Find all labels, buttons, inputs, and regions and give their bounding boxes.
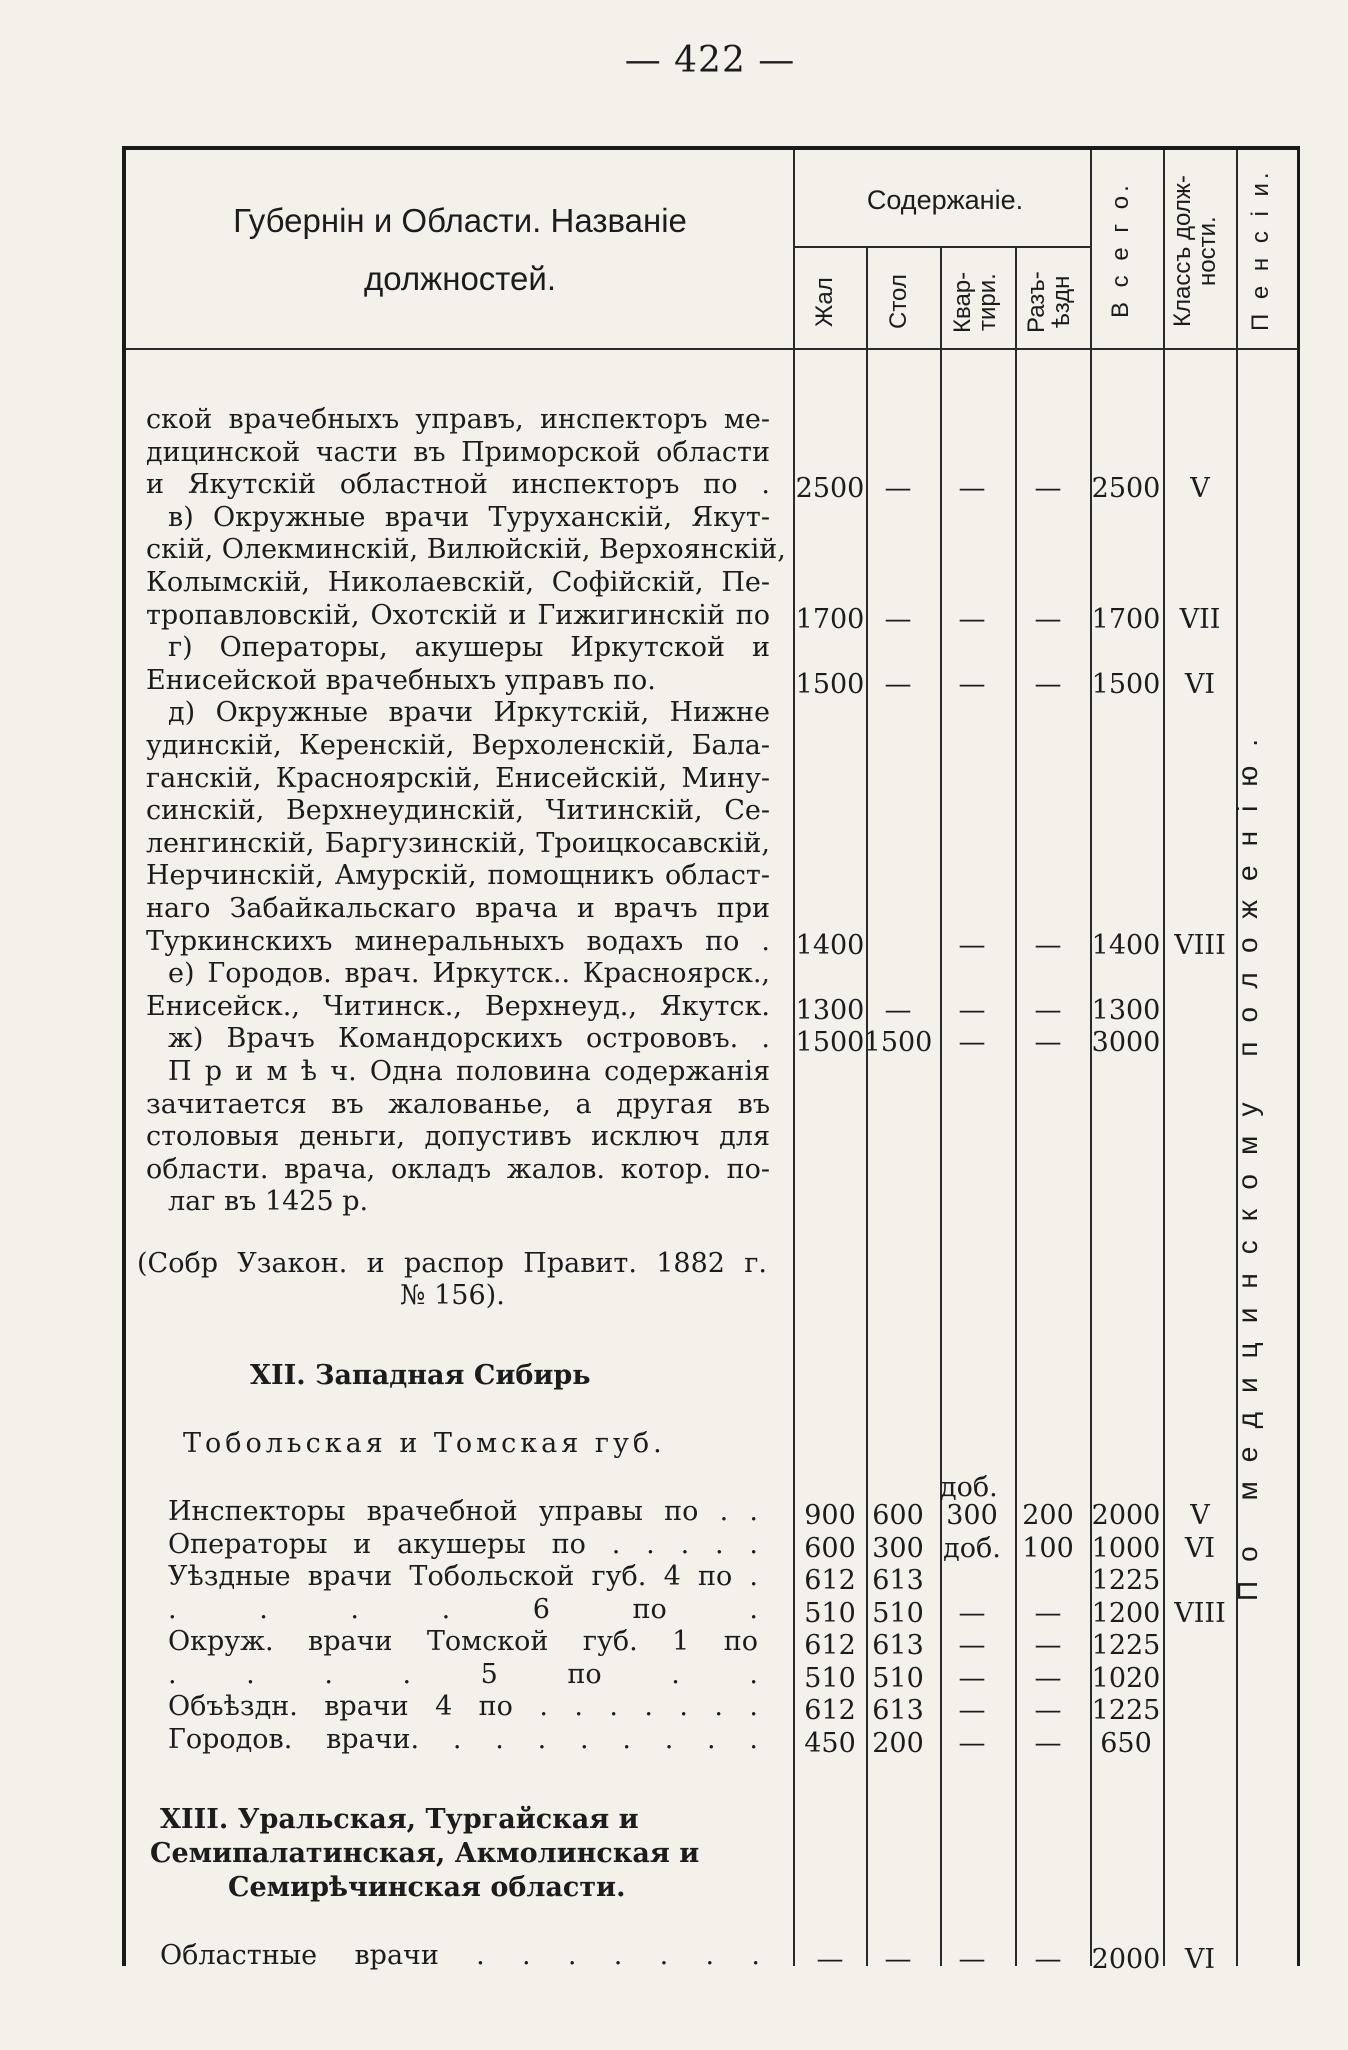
table-cell: VI <box>1184 668 1216 700</box>
table-cell: доб. <box>940 1472 998 1503</box>
text-line: области. врача, окладъ жалов. котор. по- <box>146 1153 770 1185</box>
table-cell: 510 <box>872 1662 924 1694</box>
section-title: XII. Западная Сибирь <box>250 1360 591 1391</box>
table-cell: — <box>958 1027 986 1059</box>
table-row-label: Областные врачи . . . . . . . <box>160 1940 760 1971</box>
table-cell: V <box>1190 473 1210 505</box>
table-cell: — <box>1034 1727 1062 1759</box>
table-cell: 1300 <box>1091 994 1161 1026</box>
text-line: ж) Врачъ Командорскихъ острововъ. . <box>168 1023 770 1055</box>
table-cell: — <box>1034 473 1062 505</box>
table-cell: VII <box>1179 603 1221 635</box>
header-zhal: Жал <box>811 277 838 327</box>
col-divider <box>1163 150 1165 1966</box>
header-razezd: Разъ- ѣздн <box>1023 271 1075 333</box>
table-row-label: . . . . 5 по . . <box>168 1658 758 1690</box>
header-stol: Стол <box>885 274 912 330</box>
table-cell: 1500 <box>795 668 865 700</box>
table-cell: 612 <box>804 1630 856 1661</box>
table-cell: 510 <box>804 1597 856 1629</box>
text-line: Колымскій, Николаевскій, Софійскій, Пе- <box>146 567 770 598</box>
table-cell: 2500 <box>1091 473 1161 505</box>
text-line: ской врачебныхъ управъ, инспекторъ ме- <box>146 404 770 435</box>
text-line: ленгинскій, Баргузинскій, Троицкосавскій, <box>146 827 770 859</box>
table-cell: — <box>1034 1597 1062 1629</box>
section-title: Семирѣчинская области. <box>228 1872 626 1903</box>
table-cell: — <box>884 668 912 700</box>
table-cell: 2000 <box>1091 1500 1161 1531</box>
text-line: скій, Олекминскій, Вилюйскій, Верхоянскій, <box>146 534 786 566</box>
table-cell: 600 <box>872 1500 924 1531</box>
table-cell: — <box>958 994 986 1026</box>
table-cell: VIII <box>1174 929 1226 961</box>
table-cell: 613 <box>872 1695 924 1726</box>
table-cell: 3000 <box>1091 1027 1161 1059</box>
table-cell: VIII <box>1174 1597 1226 1629</box>
table-cell: 510 <box>872 1597 924 1629</box>
table-cell: — <box>1034 668 1062 700</box>
table-cell: 613 <box>872 1630 924 1661</box>
table-cell: 1500 <box>1091 668 1161 700</box>
table-cell: 613 <box>872 1565 924 1596</box>
table-cell: — <box>958 1944 986 1975</box>
table-cell: 2000 <box>1091 1944 1161 1975</box>
table-row-label: Инспекторы врачебной управы по . . <box>168 1496 758 1527</box>
text-line: П р и м ѣ ч. Одна половина содержанія <box>168 1056 770 1087</box>
text-line: удинскій, Керенскій, Верхоленскій, Бала- <box>146 730 770 761</box>
table-cell: V <box>1190 1500 1210 1531</box>
table-cell: 1225 <box>1091 1565 1161 1596</box>
table-row-label: . . . . 6 по . <box>168 1593 758 1625</box>
table-cell: — <box>1034 1662 1062 1694</box>
table-cell: 1300 <box>795 994 865 1026</box>
table-cell: VI <box>1184 1532 1216 1564</box>
section-title: Семипалатинская, Акмолинская и <box>150 1838 700 1869</box>
table-cell: 1000 <box>1091 1532 1161 1564</box>
table-cell: — <box>958 1727 986 1759</box>
table-cell: 2500 <box>795 473 865 505</box>
table-cell: 612 <box>804 1695 856 1726</box>
table-cell: 1700 <box>1091 603 1161 635</box>
table-cell: — <box>1034 603 1062 635</box>
source-citation: (Собр Узакон. и распор Правит. 1882 г. <box>137 1248 767 1279</box>
text-line: зачитается въ жалованье, а другая въ <box>146 1088 770 1120</box>
table-cell: — <box>958 1597 986 1629</box>
table-row-label: Городов. врачи. . . . . . . . . <box>168 1723 758 1755</box>
text-line: Енисейск., Читинск., Верхнеуд., Якутск. <box>146 990 770 1022</box>
table-cell: 1400 <box>1091 929 1161 961</box>
table-cell: 510 <box>804 1662 856 1694</box>
text-line: Енисейской врачебныхъ управъ по. <box>146 664 656 696</box>
soderzhanie-divider <box>794 246 1090 248</box>
text-line: лаг въ 1425 р. <box>168 1186 369 1218</box>
table-row-label: Окруж. врачи Томской губ. 1 по <box>168 1626 758 1657</box>
table-cell: — <box>884 473 912 505</box>
table-cell: 300 <box>946 1500 998 1531</box>
table-cell: 1225 <box>1091 1695 1161 1726</box>
table-cell: — <box>1034 1944 1062 1975</box>
table-cell: доб. <box>943 1532 1001 1564</box>
source-citation: № 156). <box>400 1280 505 1311</box>
table-cell: — <box>1034 929 1062 961</box>
table-cell: — <box>1034 994 1062 1026</box>
table-cell: 1225 <box>1091 1630 1161 1661</box>
table-cell: 650 <box>1100 1727 1152 1759</box>
table-cell: 450 <box>804 1727 856 1759</box>
text-line: столовыя деньги, допустивъ исключ для <box>146 1121 770 1153</box>
text-line: г) Операторы, акушеры Иркутской и <box>168 632 770 664</box>
table-cell: — <box>816 1944 844 1975</box>
pension-note: По медицинскому положенію. <box>1232 719 1263 1601</box>
table-cell: 1200 <box>1091 1597 1161 1629</box>
header-vsego: В с е г о. <box>1107 181 1134 319</box>
header-pensii: П е н с і и. <box>1247 168 1274 332</box>
table-cell: 600 <box>804 1532 856 1564</box>
header-soderzhanie: Содержаніе. <box>866 185 1024 215</box>
table-cell: 1700 <box>795 603 865 635</box>
table-cell: — <box>1034 1027 1062 1059</box>
table-cell: — <box>958 1695 986 1726</box>
table-row-label: Объѣздн. врачи 4 по . . . . . . . <box>168 1691 758 1722</box>
table-cell: — <box>1034 1630 1062 1661</box>
table-cell: — <box>958 929 986 961</box>
section-title: XIII. Уральская, Тургайская и <box>160 1804 639 1835</box>
table-cell: 1500 <box>863 1027 933 1059</box>
table-cell: — <box>958 1630 986 1661</box>
header-title: Губернін и Области. Названіе должностей. <box>233 202 687 297</box>
text-line: тропавловскій, Охотскій и Гижигинскій по <box>146 599 770 631</box>
table-cell: — <box>958 668 986 700</box>
table-cell: 1500 <box>795 1027 865 1059</box>
text-line: и Якутскій областной инспекторъ по . <box>146 469 770 501</box>
table-cell: — <box>958 473 986 505</box>
header-kvartir: Квар- тири. <box>949 271 1001 333</box>
table-row-label: Уѣздные врачи Тобольской губ. 4 по . <box>168 1561 758 1592</box>
table-cell: 1400 <box>795 929 865 961</box>
text-line: дицинской части въ Приморской области <box>146 436 770 468</box>
text-line: в) Окружные врачи Туруханскій, Якут- <box>168 501 770 533</box>
table-cell: 300 <box>872 1532 924 1564</box>
table-cell: — <box>958 603 986 635</box>
header-klass: Классъ долж- ности. <box>1169 175 1221 327</box>
table-cell: — <box>1034 1695 1062 1726</box>
text-line: Туркинскихъ минеральныхъ водахъ по . <box>146 925 770 957</box>
text-line: наго Забайкальскаго врача и врачъ при <box>146 893 770 924</box>
text-line: е) Городов. врач. Иркутск.. Красноярск., <box>168 958 770 990</box>
table-cell: 900 <box>804 1500 856 1531</box>
table-cell: — <box>884 994 912 1026</box>
table-row-label: Операторы и акушеры по . . . . . <box>168 1528 758 1560</box>
text-line: синскій, Верхнеудинскій, Читинскій, Се- <box>146 795 770 827</box>
table-cell: 200 <box>1022 1500 1074 1531</box>
table-cell: — <box>958 1662 986 1694</box>
header-divider <box>126 348 1298 350</box>
page-number: — 422 — <box>624 40 796 81</box>
text-line: ганскій, Красноярскій, Енисейскій, Мину- <box>146 762 770 794</box>
text-line: д) Окружные врачи Иркутскій, Нижне <box>168 697 770 729</box>
table-cell: VI <box>1184 1944 1216 1975</box>
table-cell: 100 <box>1022 1532 1074 1564</box>
section-subtitle: Тобольская и Томская губ. <box>183 1428 666 1459</box>
table-cell: 1020 <box>1091 1662 1161 1694</box>
text-line: Нерчинскій, Амурскій, помощникъ област- <box>146 860 770 892</box>
table-cell: — <box>884 1944 912 1975</box>
table-cell: 612 <box>804 1565 856 1596</box>
table-cell: — <box>884 603 912 635</box>
table-cell: 200 <box>872 1727 924 1759</box>
